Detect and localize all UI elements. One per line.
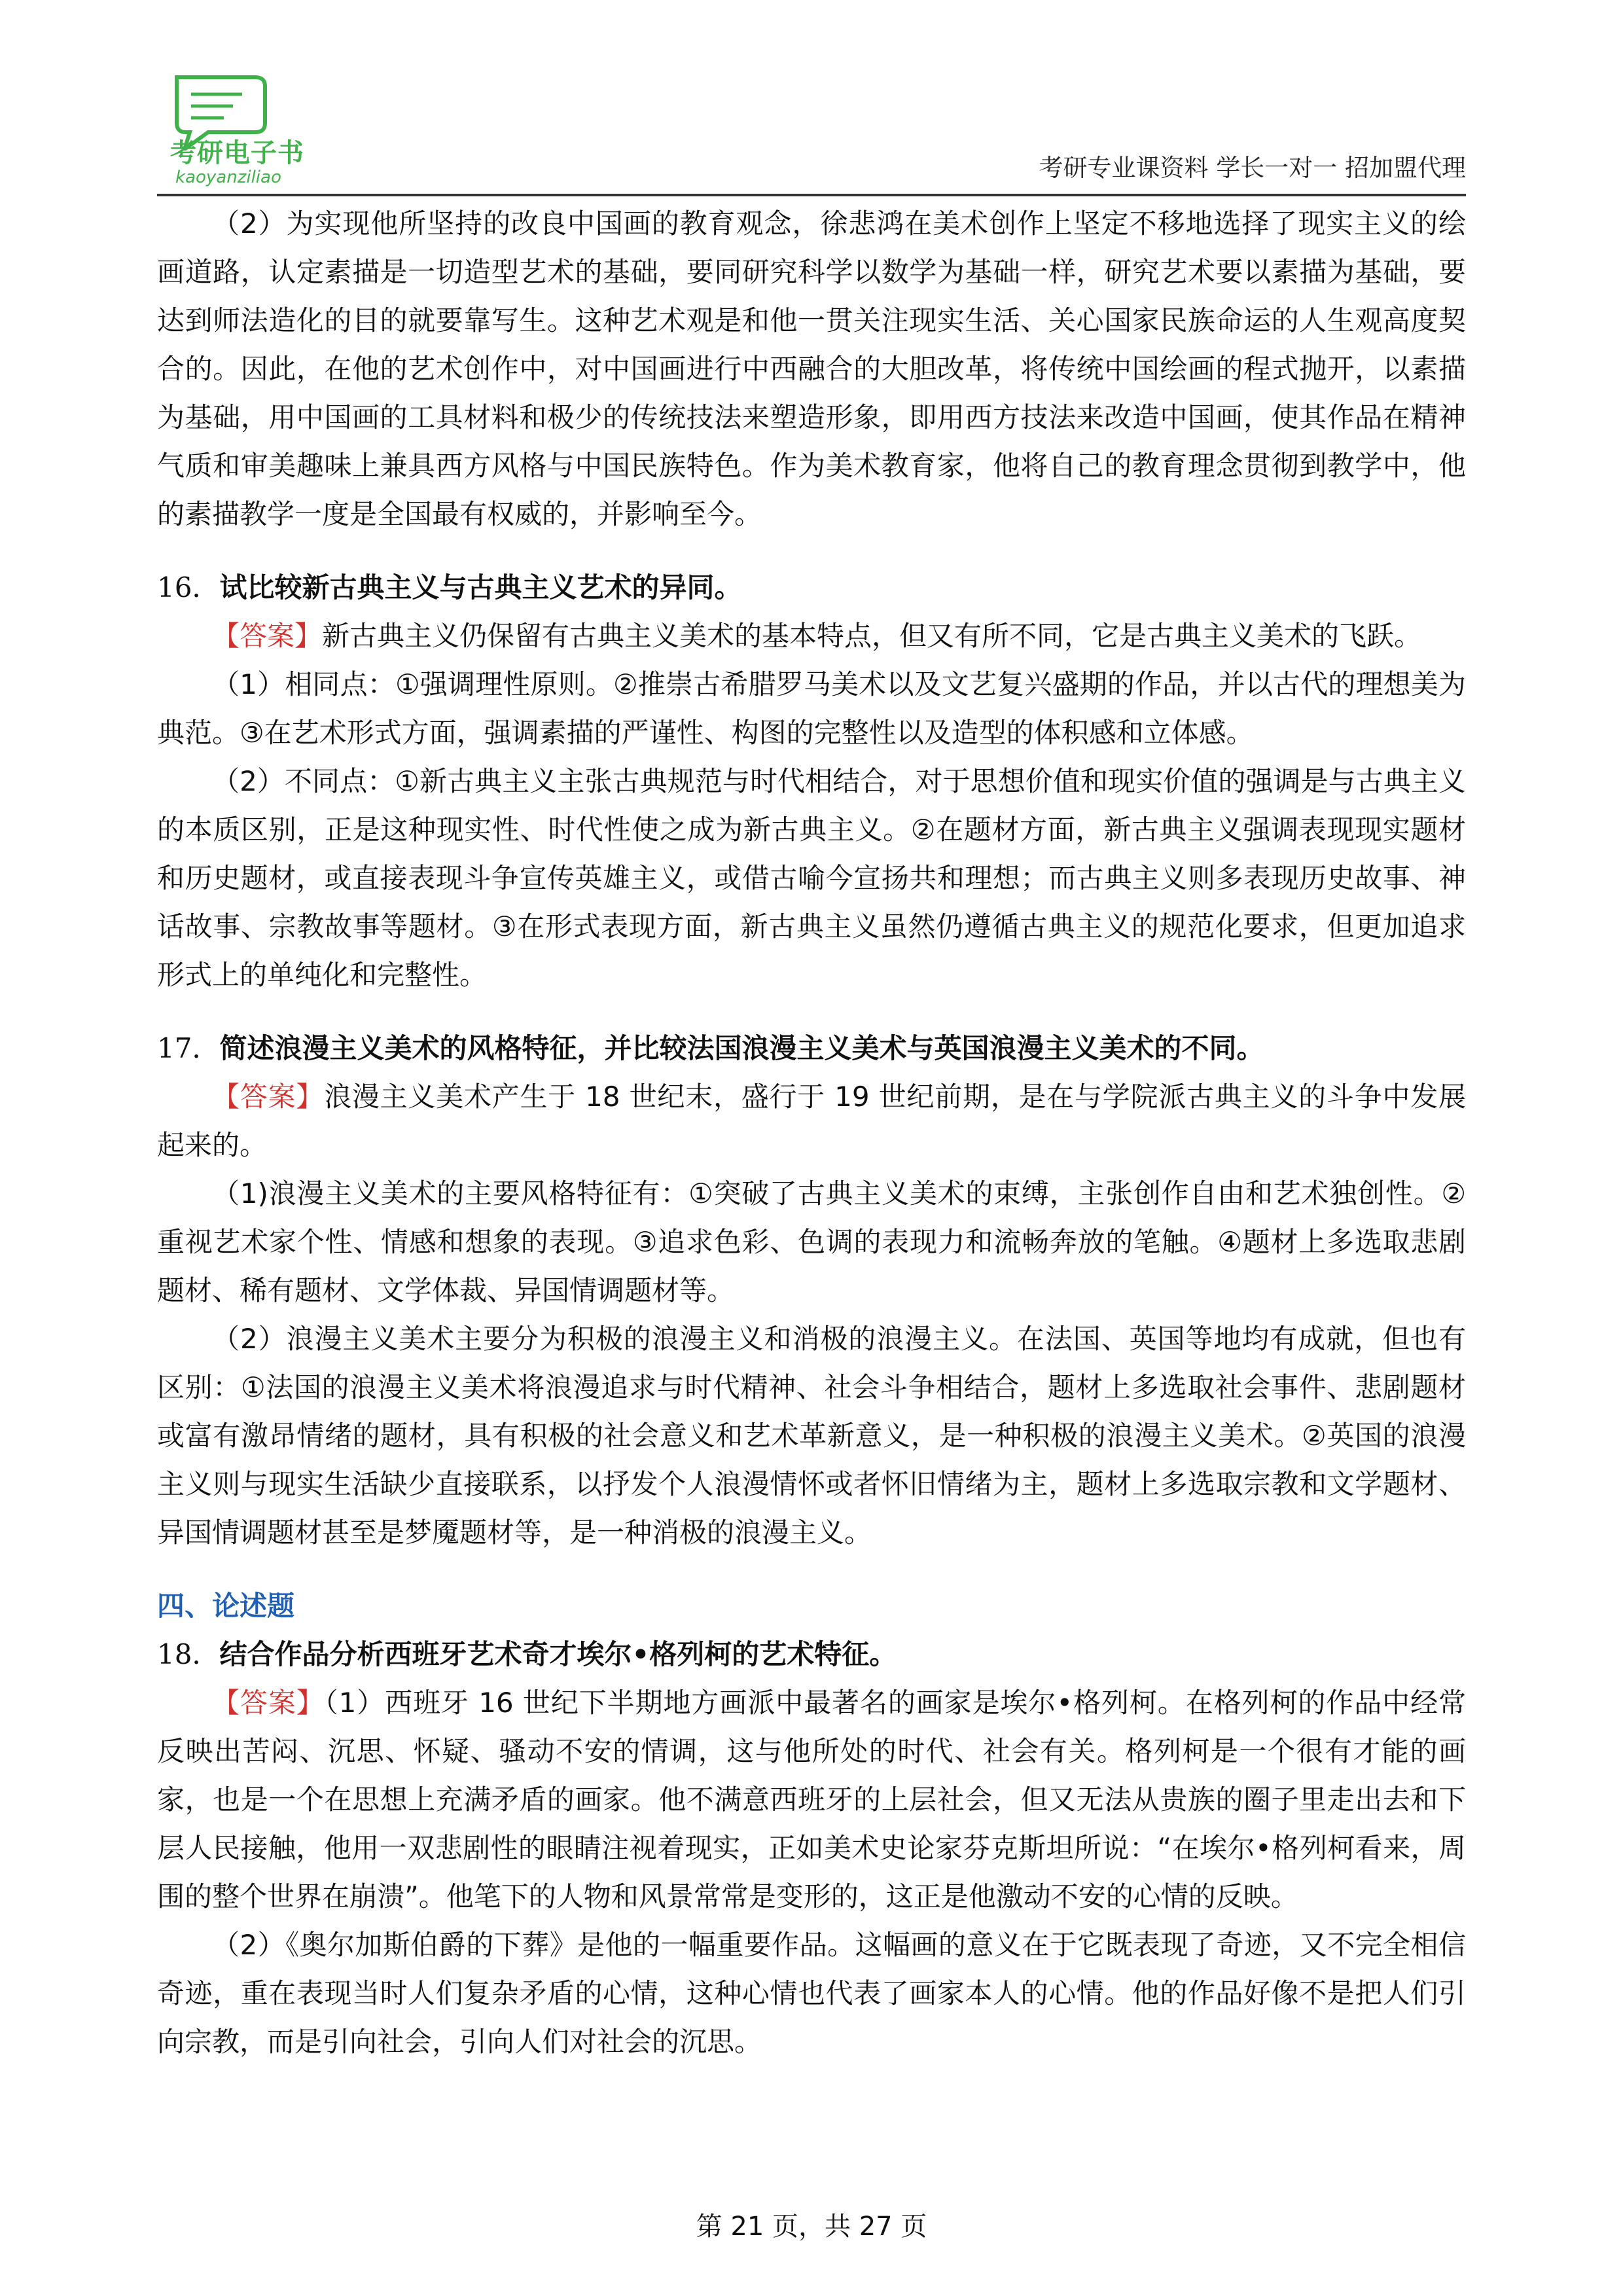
answer-paragraph: （1)浪漫主义美术的主要风格特征有：①突破了古典主义美术的束缚，主张创作自由和艺术独创性。②重视艺术家个性、情感和想象的表现。③追求色彩、色调的表现力和流畅奔放的笔触。④题材上多选取悲剧题材、稀有题材、文学体裁、异国情调题材等。 xyxy=(157,1177,1466,1306)
answer-paragraph: （2）不同点：①新古典主义主张古典规范与时代相结合，对于思想价值和现实价值的强调是与古典主义的本质区别，正是这种现实性、时代性使之成为新古典主义。②在题材方面，新古典主义强调表现现实题材和历史题材，或直接表现斗争宣传英雄主义，或借古喻今宣扬共和理想；而古典主义则多表现历史故事、神话故事、宗教故事等题材。③在形式表现方面，新古典主义虽然仍遵循古典主义的规范化要求，但更加追求形式上的单纯化和完整性。 xyxy=(157,765,1466,991)
answer-label: 【答案】 xyxy=(212,1081,325,1113)
question-18 xyxy=(157,1630,1466,1679)
header-tagline: 考研专业课资料 学长一对一 招加盟代理 xyxy=(1039,154,1466,182)
answer-paragraph: （1）相同点：①强调理性原则。②推崇古希腊罗马美术以及文艺复兴盛期的作品，并以古代的理想美为典范。③在艺术形式方面，强调素描的严谨性、构图的完整性以及造型的体积感和立体感。 xyxy=(157,668,1466,749)
answer-label: 【答案】 xyxy=(212,1687,325,1719)
answer-paragraph: （2）浪漫主义美术主要分为积极的浪漫主义和消极的浪漫主义。在法国、英国等地均有成就，但也有区别：①法国的浪漫主义美术将浪漫追求与时代精神、社会斗争相结合，题材上多选取社会事件、悲剧题材或富有激昂情绪的题材，具有积极的社会意义和艺术革新意义，是一种积极的浪漫主义美术。②英国的浪漫主义则与现实生活缺少直接联系，以抒发个人浪漫情怀或者怀旧情绪为主，题材上多选取宗教和文学题材、异国情调题材甚至是梦魇题材等，是一种消极的浪漫主义。 xyxy=(157,1323,1466,1549)
page-number: 第 21 页，共 27 页 xyxy=(696,2212,927,2242)
answer-label: 【答案】 xyxy=(212,620,323,652)
logo-text: 考研电子书 xyxy=(170,138,304,168)
page-header xyxy=(157,72,1466,196)
answer-paragraph xyxy=(157,1679,1466,1921)
question-number: 18． xyxy=(157,1638,220,1670)
question-text: 结合作品分析西班牙艺术奇才埃尔•格列柯的艺术特征。 xyxy=(219,1638,897,1670)
answer-text: （1）西班牙 16 世纪下半期地方画派中最著名的画家是埃尔•格列柯。在格列柯的作品中经常反映出苦闷、沉思、怀疑、骚动不安的情调，这与他所处的时代、社会有关。格列柯是一个很有才能的画家，也是一个在思想上充满矛盾的画家。他不满意西班牙的上层社会，但又无法从贵族的圈子里走出去和下层人民接触，他用一双悲剧性的眼睛注视着现实，正如美术史论家芬克斯坦所说：“在埃尔•格列柯看来，周围的整个世界在崩溃”。他笔下的人物和风景常常是变形的，这正是他激动不安的心情的反映。 xyxy=(157,1687,1466,1912)
page-content xyxy=(157,200,1466,2066)
question-number: 16． xyxy=(157,571,220,603)
question-17 xyxy=(157,1024,1466,1073)
header-divider xyxy=(157,194,1466,196)
section-heading: 四、论述题 xyxy=(157,1590,295,1622)
answer-paragraph: （2）《奥尔加斯伯爵的下葬》是他的一幅重要作品。这幅画的意义在于它既表现了奇迹，又不完全相信奇迹，重在表现当时人们复杂矛盾的心情，这种心情也代表了画家本人的心情。他的作品好像不是把人们引向宗教，而是引向社会，引向人们对社会的沉思。 xyxy=(157,1929,1466,2058)
paragraph: （2）为实现他所坚持的改良中国画的教育观念，徐悲鸿在美术创作上坚定不移地选择了现实主义的绘画道路，认定素描是一切造型艺术的基础，要同研究科学以数学为基础一样，研究艺术要以素描为基础，要达到师法造化的目的就要靠写生。这种艺术观是和他一贯关注现实生活、关心国家民族命运的人生观高度契合的。因此，在他的艺术创作中，对中国画进行中西融合的大胆改革，将传统中国绘画的程式抛开，以素描为基础，用中国画的工具材料和极少的传统技法来塑造形象，即用西方技法来改造中国画，使其作品在精神气质和审美趣味上兼具西方风格与中国民族特色。作为美术教育家，他将自己的教育理念贯彻到教学中，他的素描教学一度是全国最有权威的，并影响至今。 xyxy=(157,207,1466,530)
logo xyxy=(157,72,373,196)
answer-paragraph xyxy=(157,612,1466,660)
logo-subtitle: kaoyanziliao xyxy=(175,168,281,187)
question-16 xyxy=(157,564,1466,612)
answer-paragraph xyxy=(157,1073,1466,1170)
answer-text: 新古典主义仍保留有古典主义美术的基本特点，但又有所不同，它是古典主义美术的飞跃。 xyxy=(322,620,1422,652)
answer-text: 浪漫主义美术产生于 18 世纪末，盛行于 19 世纪前期，是在与学院派古典主义的斗争中发展起来的。 xyxy=(157,1081,1466,1161)
question-text: 简述浪漫主义美术的风格特征，并比较法国浪漫主义美术与英国浪漫主义美术的不同。 xyxy=(219,1032,1264,1064)
question-text: 试比较新古典主义与古典主义艺术的异同。 xyxy=(219,571,742,603)
question-number: 17． xyxy=(157,1032,220,1064)
